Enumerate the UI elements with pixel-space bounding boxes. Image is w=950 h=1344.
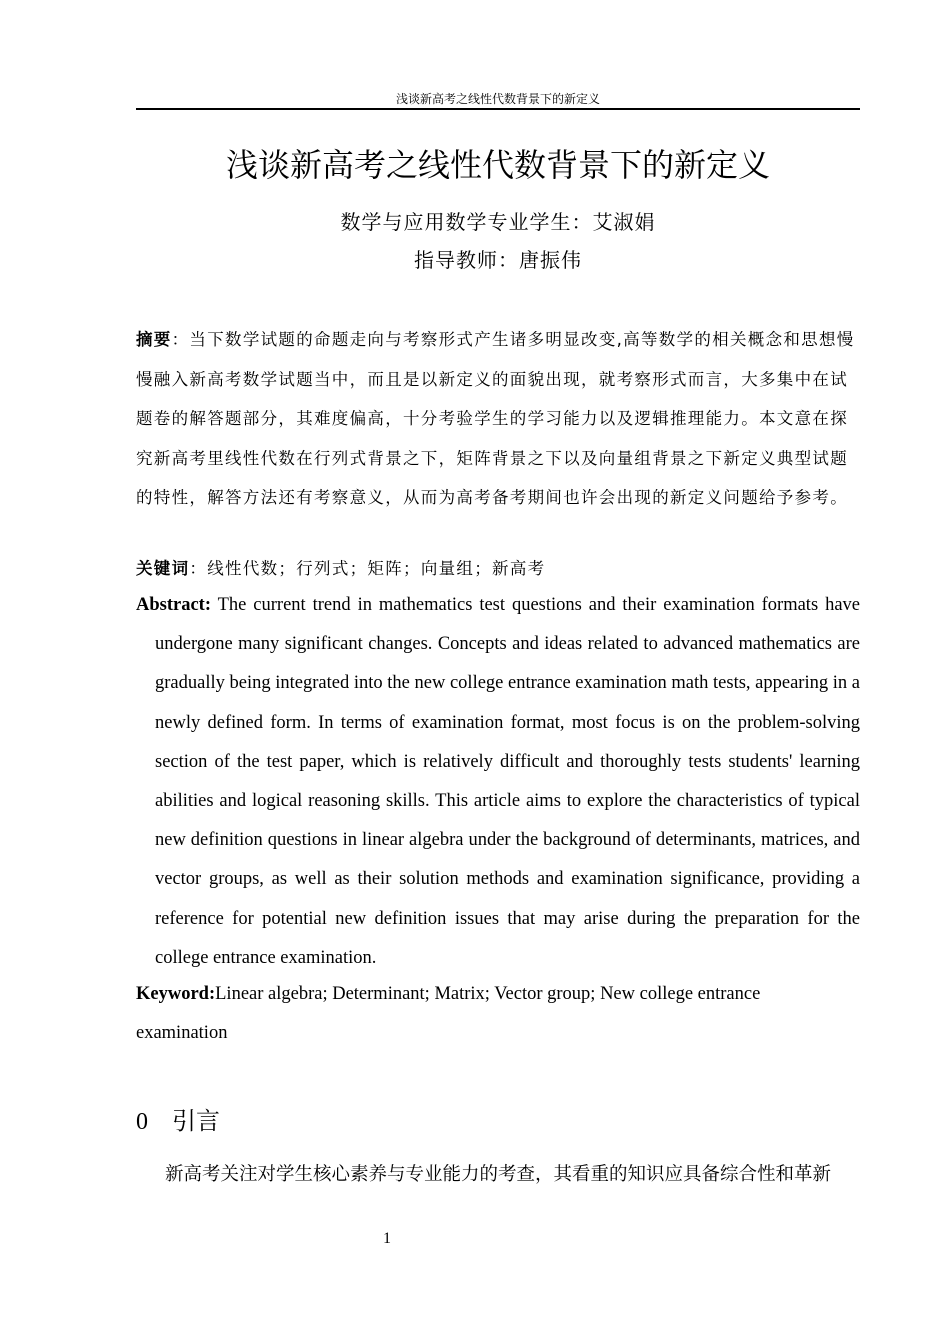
- section-title: 引言: [172, 1107, 220, 1135]
- abstract-text-cn: 当下数学试题的命题走向与考察形式产生诸多明显改变,高等数学的相关概念和思想慢慢融入新高考数学试题当中，而且是以新定义的面貌出现，就考察形式而言，大多集中在试题卷的解答题部分，其难度偏高，十分考验学生的学习能力以及逻辑推理能力。本文意在探究新高考里线性代数在行列式背景之下，矩阵背景之下以及向量组背景之下新定义典型试题的特性，解答方法还有考察意义，从而为高考备考期间也许会出现的新定义问题给予参考。: [136, 330, 855, 508]
- abstract-separator-cn: ：: [171, 330, 190, 349]
- keywords-label-en: Keyword:: [136, 984, 216, 1004]
- keywords-text-cn: 线性代数；行列式；矩阵；向量组；新高考: [207, 559, 546, 578]
- paper-title: 浅谈新高考之线性代数背景下的新定义: [225, 146, 770, 184]
- intro-paragraph: 新高考关注对学生核心素养与专业能力的考查，其看重的知识应具备综合性和革新: [165, 1164, 832, 1185]
- page-number: 1: [383, 1230, 391, 1247]
- keywords-chinese: [136, 553, 860, 585]
- running-header: 浅谈新高考之线性代数背景下的新定义: [395, 92, 600, 106]
- advisor-line: 指导教师：唐振伟: [414, 248, 582, 272]
- keywords-label-cn: 关键词: [136, 559, 190, 578]
- abstract-english: [136, 586, 860, 978]
- keywords-text-en: Linear algebra; Determinant; Matrix; Vector group; New college entrance examination: [136, 984, 761, 1043]
- keywords-english: [136, 975, 796, 1053]
- abstract-chinese: [136, 320, 860, 518]
- author-line: 数学与应用数学专业学生：艾淑娟: [340, 210, 656, 234]
- section-heading-introduction: [136, 1101, 860, 1142]
- keywords-separator-cn: ：: [189, 559, 208, 578]
- header-rule: [136, 108, 860, 110]
- section-number: 0: [136, 1109, 148, 1135]
- abstract-label-cn: 摘要: [136, 330, 172, 349]
- abstract-label-en: Abstract:: [136, 595, 212, 615]
- abstract-text-en: The current trend in mathematics test questions and their examination formats have undergone many significant changes. Concepts and ideas related to advanced mathematics are gradually being integrated into the new college entrance examination math tests, appearing in a newly defined form. In terms of examination format, most focus is on the problem-solving section of the test paper, which is relatively difficult and thoroughly tests students' learning abilities and logical reasoning skills. This article aims to explore the characteristics of typical new definition questions in linear algebra under the background of determinants, matrices, and vector groups, as well as their solution methods and examination significance, providing a reference for potential new definition issues that may arise during the preparation for the college entrance examination.: [155, 595, 860, 968]
